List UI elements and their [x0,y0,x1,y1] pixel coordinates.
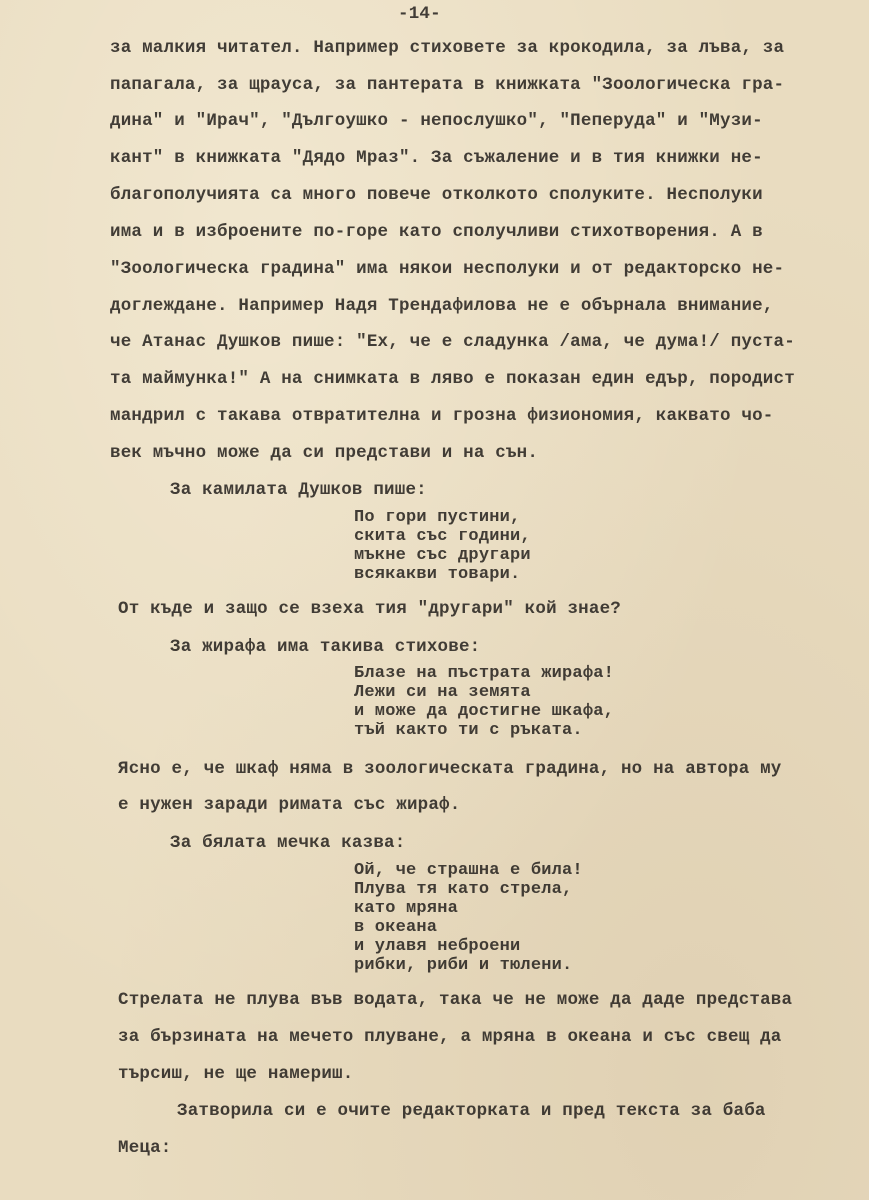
verse-line: мъкне със другари [354,546,531,565]
verse-line: По гори пустини, [354,508,521,527]
text-line: благополучията са много повече отколкото сполуките. Несполуки [110,185,763,205]
text-line: че Атанас Душков пише: "Ех, че е сладунка /ама, че дума!/ пуста- [110,332,795,352]
verse-line: като мряна [354,899,459,918]
intro-bear: За бялата мечка казва: [170,833,406,853]
verse-line: Плува тя като стрела, [354,880,573,899]
text-line: век мъчно може да си представи и на сън. [110,443,539,463]
text-line: доглеждане. Например Надя Трендафилова не е обърнала внимание, [110,296,774,316]
verse-line: Блазе на пъстрата жирафа! [354,664,615,683]
verse-line: всякакви товари. [354,565,521,584]
text-line: папагала, за щрауса, за пантерата в книжката "Зоологическа гра- [110,75,785,95]
text-line: Затворила си е очите редакторката и пред текста за баба [177,1101,766,1121]
text-line: за бързината на мечето плуване, а мряна в океана и със свещ да [118,1027,782,1047]
text-line: търсиш, не ще намериш. [118,1064,354,1084]
intro-camel: За камилата Душков пише: [170,480,427,500]
text-line: Меца: [118,1138,172,1158]
text-line: Стрелата не плува във водата, така че не може да даде представа [118,990,793,1010]
verse-line: и може да достигне шкафа, [354,702,615,721]
verse-line: Лежи си на земята [354,683,531,702]
verse-line: Ой, че страшна е била! [354,861,583,880]
text-line: кант" в книжката "Дядо Мраз". За съжаление и в тия книжки не- [110,148,763,168]
text-line: е нужен заради римата със жираф. [118,795,461,815]
text-line: "Зоологическа градина" има някои несполуки и от редакторско не- [110,259,785,279]
text-line: дина" и "Ирач", "Дългоушко - непослушко", "Пеперуда" и "Музи- [110,111,763,131]
text-line: има и в изброените по-горе като сполучливи стихотворения. А в [110,222,763,242]
page-number: -14- [398,4,441,24]
text-line: мандрил с такава отвратителна и грозна физиономия, каквато чо- [110,406,774,426]
verse-line: и улавя неброени [354,937,521,956]
intro-giraffe: За жирафа има такива стихове: [170,637,481,657]
comment-camel: От къде и защо се взеха тия "другари" кой знае? [118,599,621,619]
verse-line: в океана [354,918,438,937]
verse-line: рибки, риби и тюлени. [354,956,573,975]
text-line: та маймунка!" А на снимката в ляво е показан един едър, породист [110,369,795,389]
verse-line: тъй както ти с ръката. [354,721,583,740]
text-line: Ясно е, че шкаф няма в зоологическата градина, но на автора му [118,759,782,779]
text-line: за малкия читател. Например стиховете за крокодила, за лъва, за [110,38,785,58]
verse-line: скита със години, [354,527,531,546]
